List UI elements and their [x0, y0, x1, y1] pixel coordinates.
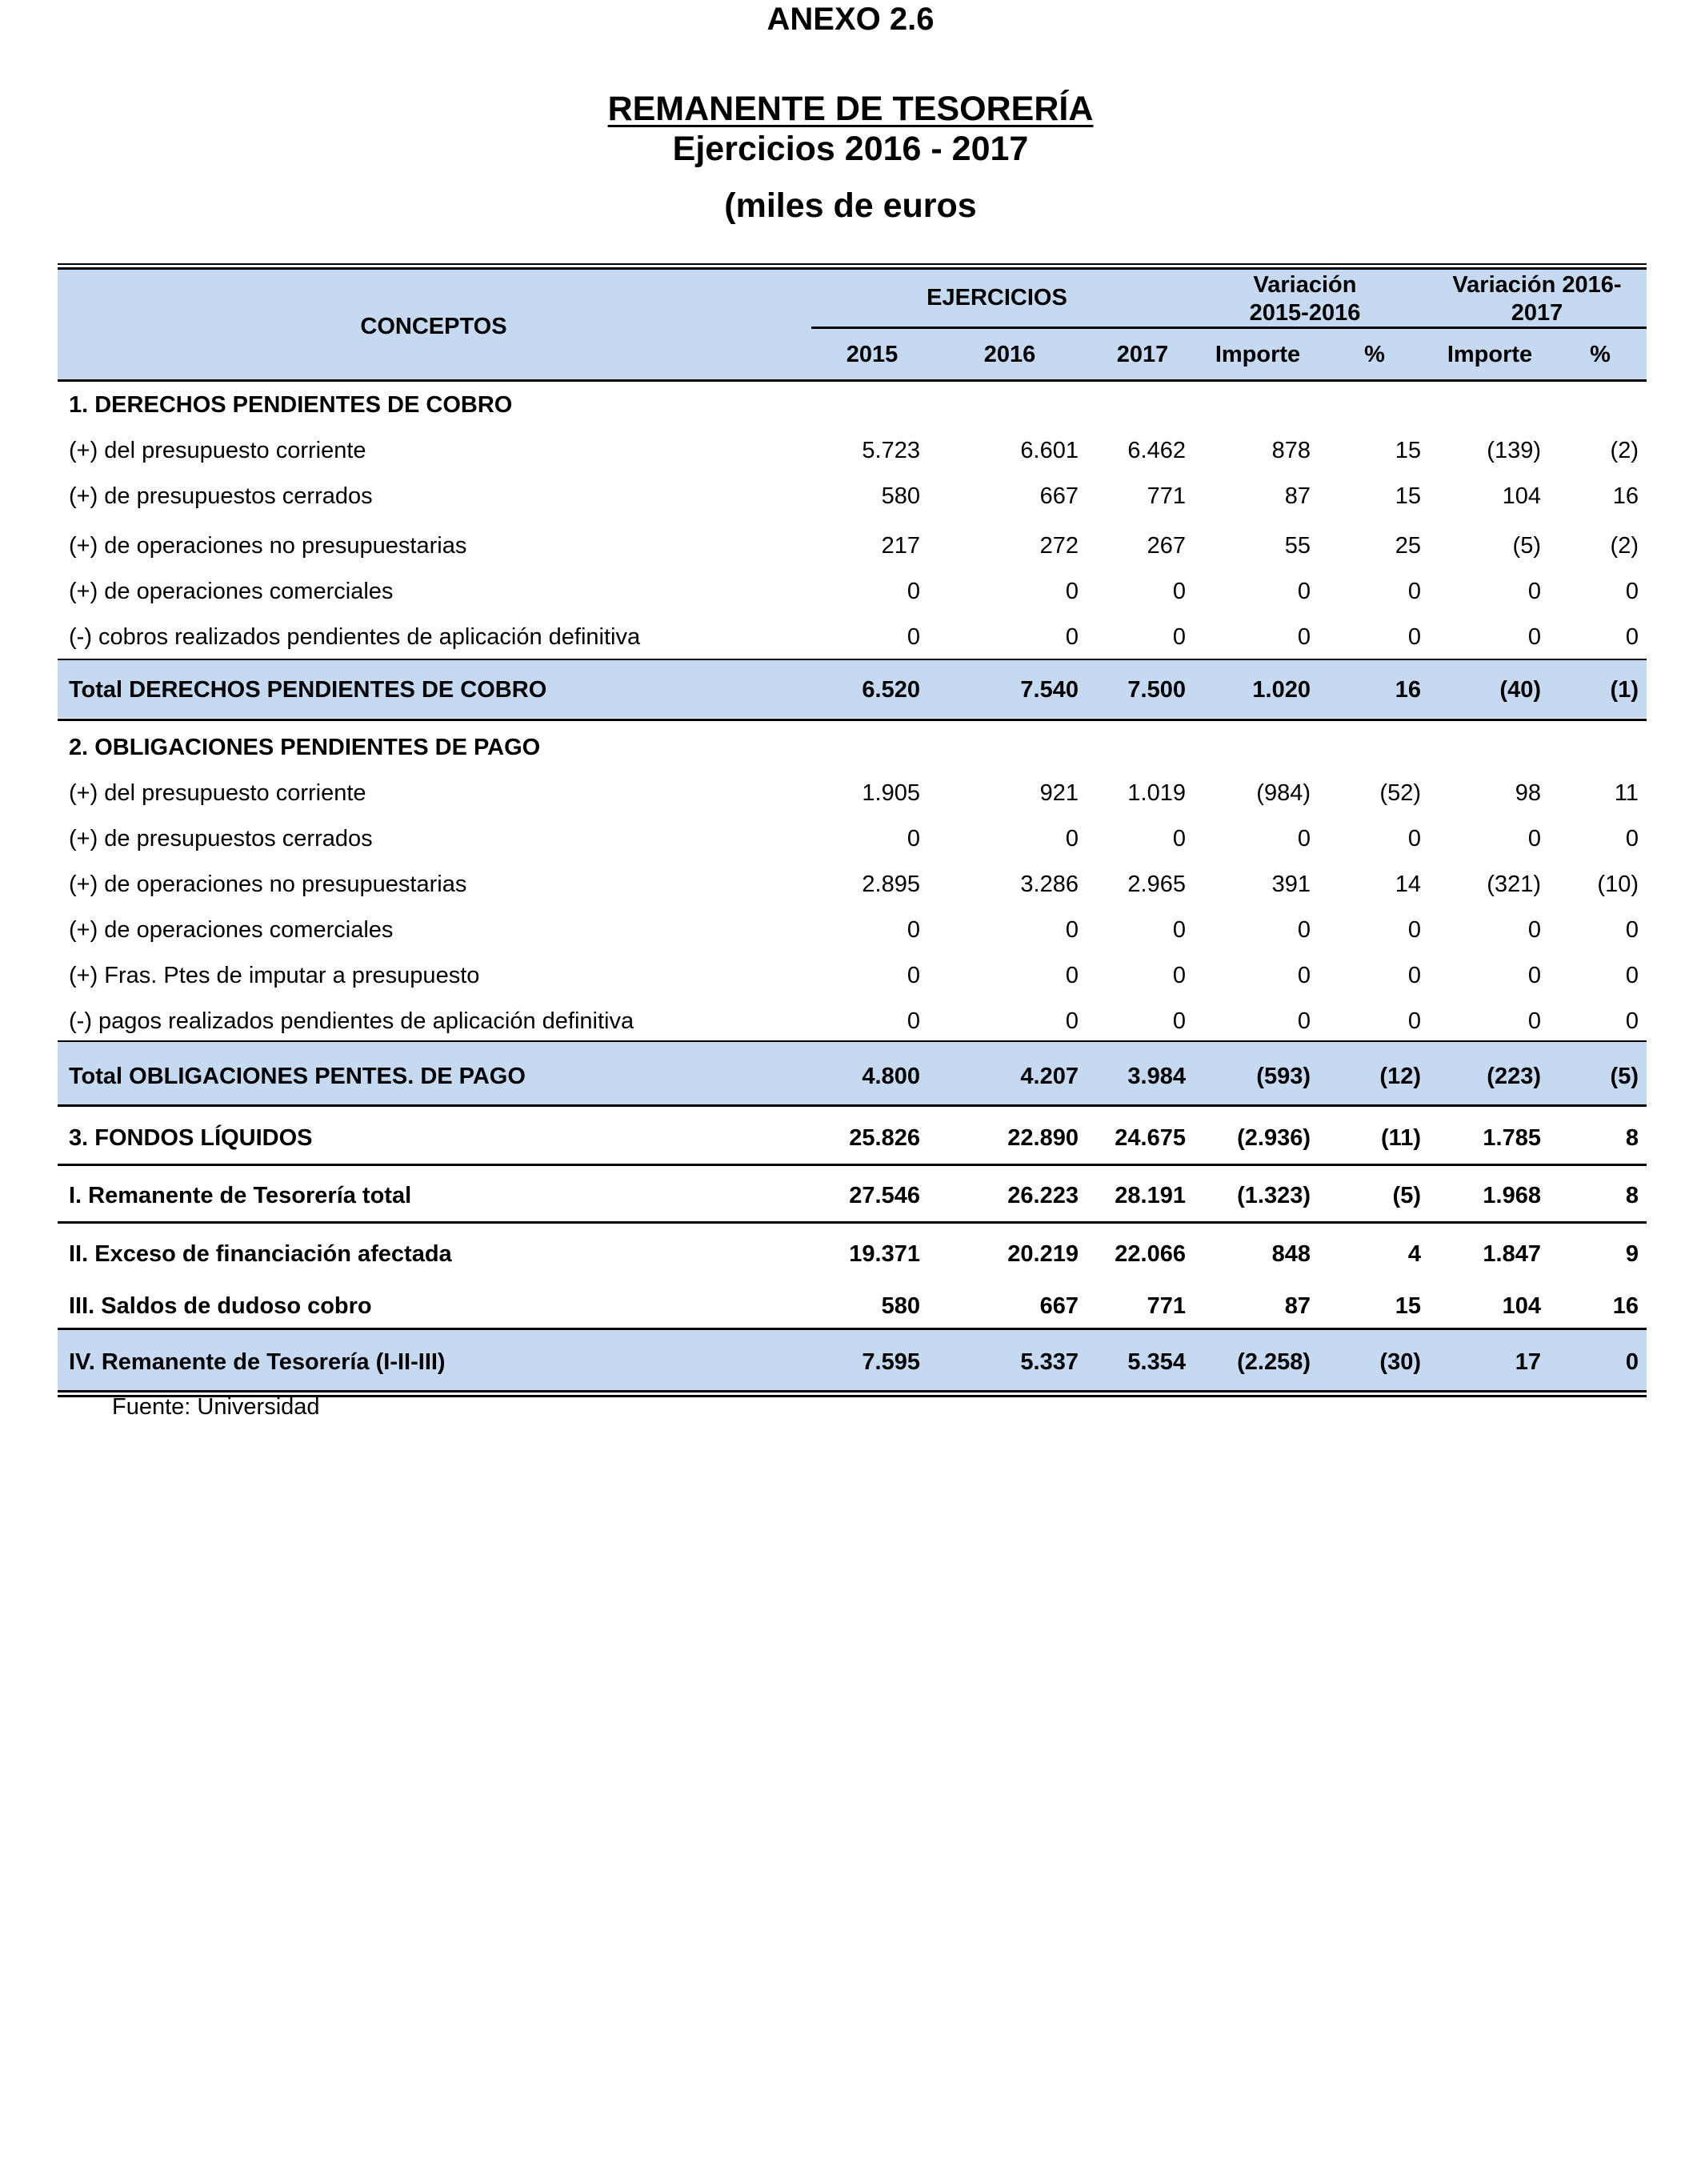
value-cell: 15	[1395, 483, 1421, 509]
row-rule	[58, 1104, 1647, 1107]
value-cell: 3.286	[1020, 872, 1079, 897]
value-cell: 848	[1271, 1241, 1311, 1267]
value-cell: 1.020	[1252, 677, 1311, 703]
value-cell: 0	[1172, 917, 1186, 943]
value-cell: 5.337	[1020, 1349, 1079, 1375]
value-cell: 0	[907, 963, 920, 988]
value-cell: 0	[1527, 917, 1541, 943]
value-cell: 20.219	[1007, 1241, 1079, 1267]
value-cell: 87	[1284, 483, 1311, 509]
value-cell: 0	[1172, 826, 1186, 852]
value-cell: 0	[1407, 624, 1421, 650]
value-cell: 0	[1407, 579, 1421, 604]
value-cell: 878	[1271, 438, 1311, 463]
report-subtitle: Ejercicios 2016 - 2017	[672, 130, 1029, 168]
column-header: 2017	[1116, 342, 1169, 367]
row-label: (+) del presupuesto corriente	[69, 780, 366, 806]
conceptos-header: CONCEPTOS	[360, 314, 507, 339]
value-cell: 7.500	[1127, 677, 1186, 703]
value-cell: 921	[1039, 780, 1079, 806]
value-cell: 27.546	[849, 1183, 920, 1208]
row-label: 1. DERECHOS PENDIENTES DE COBRO	[69, 392, 513, 418]
value-cell: 1.019	[1127, 780, 1186, 806]
value-cell: (1.323)	[1237, 1183, 1311, 1208]
value-cell: 217	[881, 533, 920, 559]
value-cell: 667	[1039, 483, 1079, 509]
row-rule	[58, 659, 1647, 660]
row-label: (+) de operaciones comerciales	[69, 917, 394, 943]
value-cell: 0	[1065, 624, 1079, 650]
value-cell: 272	[1039, 533, 1079, 559]
value-cell: 7.595	[862, 1349, 920, 1375]
value-cell: 1.968	[1483, 1183, 1541, 1208]
value-cell: (984)	[1256, 780, 1311, 806]
value-cell: (40)	[1499, 677, 1541, 703]
value-cell: 0	[1527, 826, 1541, 852]
value-cell: 5.723	[862, 438, 920, 463]
ejercicios-header: EJERCICIOS	[927, 285, 1067, 311]
value-cell: 0	[1297, 826, 1311, 852]
value-cell: (321)	[1487, 872, 1541, 897]
value-cell: 87	[1284, 1293, 1311, 1319]
header-mid-rule	[811, 327, 1647, 329]
column-header: %	[1590, 342, 1611, 367]
report-title-text: REMANENTE DE TESORERÍA	[607, 90, 1094, 128]
row-label: II. Exceso de financiación afectada	[69, 1241, 452, 1267]
value-cell: 0	[1297, 1008, 1311, 1034]
value-cell: 0	[1172, 1008, 1186, 1034]
value-cell: 391	[1271, 872, 1311, 897]
value-cell: (223)	[1487, 1064, 1541, 1089]
row-rule	[58, 1164, 1647, 1166]
value-cell: 98	[1515, 780, 1541, 806]
value-cell: 2.965	[1127, 872, 1186, 897]
value-cell: 0	[1527, 624, 1541, 650]
value-cell: 22.890	[1007, 1125, 1079, 1151]
value-cell: 0	[1625, 579, 1639, 604]
value-cell: 22.066	[1115, 1241, 1186, 1267]
header-top-rule-2	[58, 267, 1647, 270]
value-cell: (2.258)	[1237, 1349, 1311, 1375]
row-rule	[58, 1040, 1647, 1042]
row-label: (+) de presupuestos cerrados	[69, 483, 373, 509]
value-cell: 55	[1284, 533, 1311, 559]
value-cell: (12)	[1379, 1064, 1421, 1089]
value-cell: 0	[1625, 624, 1639, 650]
value-cell: 0	[1065, 579, 1079, 604]
value-cell: 0	[1172, 624, 1186, 650]
value-cell: (1)	[1610, 677, 1639, 703]
value-cell: (52)	[1379, 780, 1421, 806]
row-label: (+) del presupuesto corriente	[69, 438, 366, 463]
column-header: 2015	[846, 342, 899, 367]
value-cell: 14	[1395, 872, 1421, 897]
value-cell: (593)	[1256, 1064, 1311, 1089]
value-cell: 0	[1407, 963, 1421, 988]
value-cell: 0	[1172, 963, 1186, 988]
value-cell: (10)	[1597, 872, 1639, 897]
value-cell: 771	[1147, 483, 1186, 509]
value-cell: 3.984	[1127, 1064, 1186, 1089]
value-cell: 0	[907, 826, 920, 852]
value-cell: 0	[1527, 1008, 1541, 1034]
value-cell: 580	[881, 1293, 920, 1319]
value-cell: 0	[1297, 963, 1311, 988]
column-header: %	[1364, 342, 1385, 367]
value-cell: 0	[1407, 1008, 1421, 1034]
value-cell: 104	[1502, 1293, 1541, 1319]
row-label: (-) pagos realizados pendientes de aplicación definitiva	[69, 1008, 634, 1034]
variation-2015-2016-header-line1: Variación	[1253, 272, 1357, 298]
row-label: Total OBLIGACIONES PENTES. DE PAGO	[69, 1064, 526, 1089]
value-cell: 0	[1172, 579, 1186, 604]
row-label: IV. Remanente de Tesorería (I-II-III)	[69, 1349, 446, 1375]
value-cell: 11	[1614, 780, 1639, 806]
value-cell: 0	[1625, 826, 1639, 852]
value-cell: (30)	[1379, 1349, 1421, 1375]
value-cell: (5)	[1392, 1183, 1421, 1208]
annex-title: ANEXO 2.6	[766, 2, 935, 37]
value-cell: 0	[1625, 917, 1639, 943]
value-cell: 28.191	[1115, 1183, 1186, 1208]
units-note: (miles de euros	[724, 186, 977, 225]
value-cell: 19.371	[849, 1241, 920, 1267]
column-header: Importe	[1447, 342, 1533, 367]
row-rule	[58, 1328, 1647, 1330]
value-cell: 0	[1065, 1008, 1079, 1034]
value-cell: 0	[1065, 917, 1079, 943]
column-header: 2016	[983, 342, 1036, 367]
value-cell: 267	[1147, 533, 1186, 559]
value-cell: 7.540	[1020, 677, 1079, 703]
value-cell: 16	[1395, 677, 1421, 703]
row-label: I. Remanente de Tesorería total	[69, 1183, 412, 1208]
value-cell: 0	[907, 624, 920, 650]
value-cell: (139)	[1487, 438, 1541, 463]
value-cell: 2.895	[862, 872, 920, 897]
value-cell: 24.675	[1115, 1125, 1186, 1151]
row-label: (+) Fras. Ptes de imputar a presupuesto	[69, 963, 480, 988]
value-cell: 6.462	[1127, 438, 1186, 463]
value-cell: 0	[1625, 1349, 1639, 1375]
source-note: Fuente: Universidad	[112, 1394, 320, 1420]
value-cell: 104	[1502, 483, 1541, 509]
header-top-rule	[58, 263, 1647, 265]
report-title	[0, 90, 1701, 129]
column-header: Importe	[1215, 342, 1301, 367]
value-cell: 0	[907, 917, 920, 943]
row-rule	[58, 1390, 1647, 1393]
value-cell: 0	[1527, 579, 1541, 604]
value-cell: 0	[1297, 624, 1311, 650]
row-rule	[58, 1221, 1647, 1224]
value-cell: 0	[1065, 826, 1079, 852]
header-bottom-rule	[58, 379, 1647, 382]
row-label: (+) de operaciones no presupuestarias	[69, 872, 467, 897]
row-label: (+) de presupuestos cerrados	[69, 826, 373, 852]
value-cell: (5)	[1512, 533, 1541, 559]
value-cell: 16	[1612, 483, 1639, 509]
variation-2015-2016-header-line2: 2015-2016	[1249, 300, 1361, 326]
value-cell: 25.826	[849, 1125, 920, 1151]
value-cell: 0	[1065, 963, 1079, 988]
value-cell: 8	[1625, 1183, 1639, 1208]
value-cell: 4	[1407, 1241, 1421, 1267]
row-label: (+) de operaciones comerciales	[69, 579, 394, 604]
value-cell: 0	[1527, 963, 1541, 988]
row-label: (+) de operaciones no presupuestarias	[69, 533, 467, 559]
value-cell: 771	[1147, 1293, 1186, 1319]
value-cell: 17	[1515, 1349, 1541, 1375]
value-cell: 0	[907, 579, 920, 604]
value-cell: (2)	[1610, 438, 1639, 463]
value-cell: 6.520	[862, 677, 920, 703]
value-cell: (11)	[1381, 1125, 1421, 1151]
value-cell: 1.785	[1483, 1125, 1541, 1151]
value-cell: 15	[1395, 1293, 1421, 1319]
value-cell: 0	[1407, 917, 1421, 943]
value-cell: 4.207	[1020, 1064, 1079, 1089]
value-cell: 5.354	[1127, 1349, 1186, 1375]
value-cell: 8	[1625, 1125, 1639, 1151]
row-label: (-) cobros realizados pendientes de aplicación definitiva	[69, 624, 641, 650]
value-cell: 1.847	[1483, 1241, 1541, 1267]
variation-2016-2017-header-line2: 2017	[1511, 300, 1563, 326]
value-cell: 580	[881, 483, 920, 509]
value-cell: 0	[1297, 917, 1311, 943]
value-cell: 0	[1407, 826, 1421, 852]
value-cell: 667	[1039, 1293, 1079, 1319]
row-label: III. Saldos de dudoso cobro	[69, 1293, 372, 1319]
value-cell: 0	[1625, 963, 1639, 988]
value-cell: (2)	[1610, 533, 1639, 559]
value-cell: 1.905	[862, 780, 920, 806]
value-cell: 6.601	[1020, 438, 1079, 463]
value-cell: 26.223	[1007, 1183, 1079, 1208]
value-cell: 4.800	[862, 1064, 920, 1089]
value-cell: (5)	[1610, 1064, 1639, 1089]
value-cell: 0	[1625, 1008, 1639, 1034]
value-cell: 0	[907, 1008, 920, 1034]
value-cell: 9	[1625, 1241, 1639, 1267]
row-label: 3. FONDOS LÍQUIDOS	[69, 1125, 313, 1151]
value-cell: 0	[1297, 579, 1311, 604]
variation-2016-2017-header-line1: Variación 2016-	[1452, 272, 1622, 298]
row-rule	[58, 719, 1647, 721]
value-cell: (2.936)	[1237, 1125, 1311, 1151]
row-label: Total DERECHOS PENDIENTES DE COBRO	[69, 677, 547, 703]
row-label: 2. OBLIGACIONES PENDIENTES DE PAGO	[69, 735, 541, 760]
value-cell: 25	[1395, 533, 1421, 559]
value-cell: 15	[1395, 438, 1421, 463]
value-cell: 16	[1612, 1293, 1639, 1319]
